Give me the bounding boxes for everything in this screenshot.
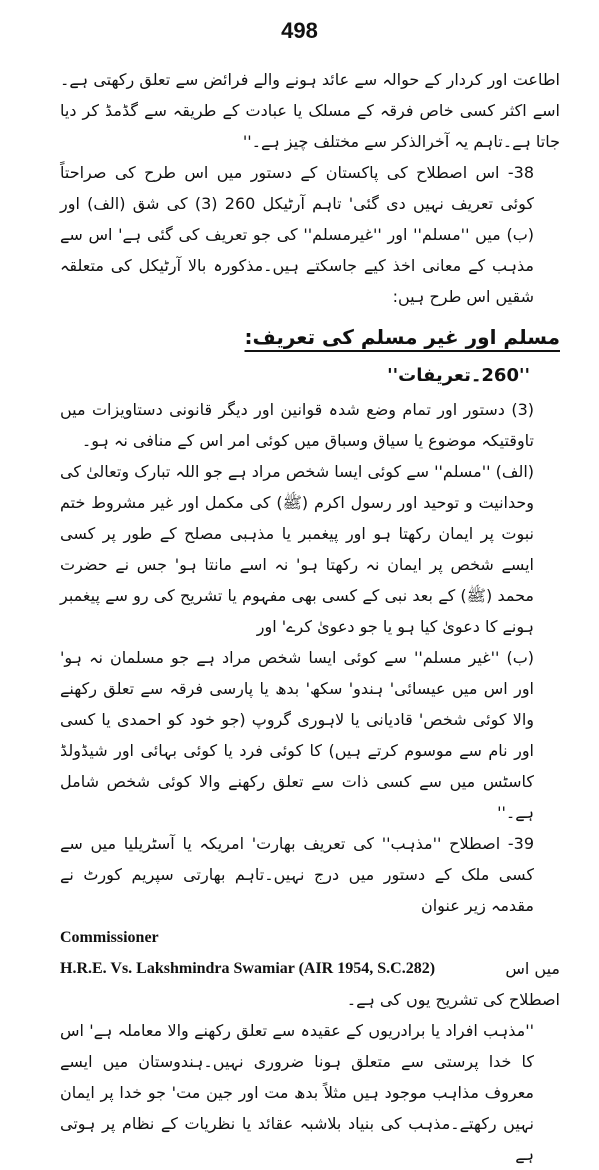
paragraph-39-text: 39- اصطلاح ''مذہب'' کی تعریف بھارت' امریکہ یا آسٹریلیا میں سے کسی ملک کے دستور میں درج نہیں۔تاہم بھارتی سپریم کورٹ نے مقدمہ زیر عنوان xyxy=(60,834,534,915)
paragraph-39-end: اصطلاح کی تشریح یوں کی ہے۔ xyxy=(346,990,560,1009)
case-title-part-2: H.R.E. Vs. Lakshmindra Swamiar (AIR 1954, S.C.282) xyxy=(60,960,436,977)
clause-bay: (ب) ''غیر مسلم'' سے کوئی ایسا شخص مراد ہے جو مسلمان نہ ہو' اور اس میں عیسائی' ہندو' سکھ' بدھ یا پارسی فرقہ سے تعلق رکھنے والا کوئی شخص' قادیانی یا لاہوری گروپ (جو خود کو احمدی یا کسی اور نام سے موسوم کرتے ہیں) کا کوئی فرد یا کوئی بہائی اور شیڈولڈ کاسٹس میں سے کسی ذات سے تعلق رکھنے والا کوئی شخص شامل ہے۔'' xyxy=(60,648,534,822)
clause-alif: (الف) ''مسلم'' سے کوئی ایسا شخص مراد ہے جو اللہ تبارک وتعالیٰ کی وحدانیت و توحید اور رسول اکرم (ﷺ) کی مکمل اور غیر مشروط ختم نبوت پر ایمان رکھتا ہو اور پیغمبر یا مذہبی مصلح کے طور پر کسی ایسے شخص پر ایمان نہ رکھتا ہو' نہ اسے مانتا ہو' جس نے حضرت محمد (ﷺ) کے بعد نبی کے کسی بھی مفہوم یا تشریح کی رو سے پیغمبر ہونے کا دعویٰ کیا ہو یا جو دعویٰ کرے' اور xyxy=(60,462,534,636)
paragraph-39 xyxy=(60,828,560,1015)
section-heading: مسلم اور غیر مسلم کی تعریف: xyxy=(244,325,560,349)
clause-3: (3) دستور اور تمام وضع شدہ قوانین اور دیگر قانونی دستاویزات میں تاوقتیکہ موضوع یا سیاق وسباق میں کوئی امر اس کے منافی نہ ہو۔ xyxy=(60,400,534,450)
case-title-part-1: Commissioner xyxy=(60,929,159,946)
case-title-suffix: میں اس xyxy=(505,959,560,978)
quotation: ''مذہب افراد یا برادریوں کے عقیدہ سے تعلق رکھنے والا معاملہ ہے' اس کا خدا پرستی سے متعلق ہونا ضروری نہیں۔ہندوستان میں ایسے معروف مذاہب موجود ہیں مثلاً بدھ مت اور جین مت' جو خدا پر ایمان نہیں رکھتے۔مذہب کی بنیاد بلاشبہ عقائد یا نظریات کے نظام پر ہوتی ہے xyxy=(60,1021,534,1164)
page-number: 498 xyxy=(281,18,318,43)
paragraph-1: اطاعت اور کردار کے حوالہ سے عائد ہونے والے فرائض سے تعلق رکھتی ہے۔اسے اکثر کسی خاص فرقہ کے مسلک یا عبادت کے طریقہ سے گڈمڈ کر دیا جاتا ہے۔تاہم یہ آخرالذکر سے مختلف چیز ہے۔'' xyxy=(60,70,560,151)
page-body xyxy=(60,64,560,1170)
article-260-heading: ''260۔تعریفات'' xyxy=(387,365,530,386)
paragraph-38: 38- اس اصطلاح کی پاکستان کے دستور میں اس طرح کی صراحتاً کوئی تعریف نہیں دی گئی' تاہم آرٹیکل 260 (3) کی شق (الف) اور (ب) میں ''مسلم'' اور ''غیرمسلم'' کی جو تعریف کی گئی ہے' اس سے مذہب کے معانی اخذ کیے جاسکتے ہیں۔مذکورہ بالا آرٹیکل کی متعلقہ شقیں اس طرح ہیں: xyxy=(60,163,534,306)
